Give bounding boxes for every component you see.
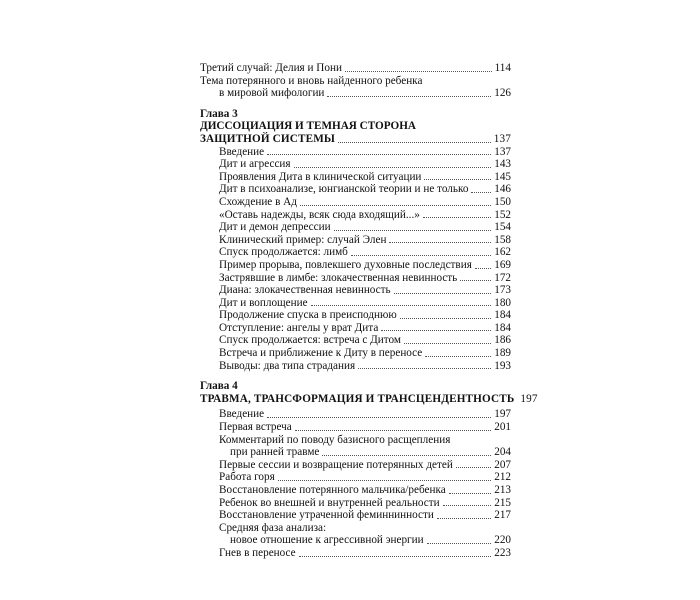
dot-leader bbox=[424, 171, 491, 180]
toc-entry-page: 169 bbox=[494, 258, 511, 271]
toc-entry bbox=[200, 297, 511, 310]
toc-entry-title: Пример прорыва, повлекшего духовные последствия bbox=[219, 258, 472, 271]
toc-entry bbox=[200, 334, 511, 347]
toc-entry-title: Комментарий по поводу базисного расщепления bbox=[219, 433, 451, 446]
dot-leader bbox=[267, 409, 491, 418]
toc-entry-page: 172 bbox=[494, 271, 511, 284]
toc-entry-page: 215 bbox=[494, 496, 511, 509]
toc-entry bbox=[200, 146, 511, 159]
toc-entry-page: 152 bbox=[494, 208, 511, 221]
dot-leader bbox=[267, 146, 491, 155]
dot-leader bbox=[299, 548, 492, 557]
dot-leader bbox=[334, 222, 492, 231]
toc-entry-title: Средняя фаза анализа: bbox=[219, 521, 327, 534]
chapter-entries bbox=[200, 146, 511, 373]
chapter-title: ДИССОЦИАЦИЯ И ТЕМНАЯ СТОРОНА bbox=[200, 120, 417, 133]
toc-entry-title: Спуск продолжается: встреча с Дитом bbox=[219, 334, 401, 347]
toc-entry-page: 173 bbox=[494, 284, 511, 297]
dot-leader bbox=[449, 485, 492, 494]
toc-entry-continuation bbox=[200, 87, 511, 100]
toc-entry-page: 213 bbox=[494, 484, 511, 496]
toc-entry-title: Дит и демон депрессии bbox=[219, 221, 331, 234]
toc-entry bbox=[200, 209, 511, 222]
toc-entry-title: «Оставь надежды, всяк сюда входящий...» bbox=[219, 208, 420, 221]
toc-entry-page: 204 bbox=[494, 446, 511, 459]
dot-leader bbox=[443, 497, 492, 506]
toc-entry-title: Встреча и приближение к Диту в переносе bbox=[219, 347, 423, 360]
dot-leader bbox=[394, 285, 492, 294]
toc-entry bbox=[200, 284, 511, 297]
toc-entry-page: 207 bbox=[494, 458, 511, 471]
toc-entry-page: 146 bbox=[494, 183, 511, 196]
toc-entry-title: Отступление: ангелы у врат Дита bbox=[219, 321, 379, 334]
toc-entry bbox=[200, 347, 511, 360]
toc-entry-title: Ребенок во внешней и внутренней реальности bbox=[219, 496, 440, 509]
toc-entry-title-cont: в мировой мифологии bbox=[219, 87, 325, 100]
toc-entry bbox=[200, 484, 511, 497]
toc-entry bbox=[200, 246, 511, 259]
toc-entry-title: Проявления Дита в клинической ситуации bbox=[219, 170, 422, 183]
toc-entry bbox=[200, 196, 511, 209]
toc-entry-title: Восстановление потерянного мальчика/ребенка bbox=[219, 484, 446, 496]
toc-entry-page: 220 bbox=[494, 534, 511, 547]
toc-entry bbox=[200, 62, 511, 75]
table-of-contents bbox=[200, 62, 538, 560]
toc-entry-title: Диана: злокачественная невинность bbox=[219, 284, 391, 297]
toc-entry-title-cont: при ранней травме bbox=[230, 446, 320, 459]
toc-entry-title: Тема потерянного и вновь найденного ребенка bbox=[200, 74, 423, 87]
dot-leader bbox=[423, 209, 491, 218]
chapter-title-line bbox=[200, 133, 511, 146]
toc-entry-page: 143 bbox=[494, 158, 511, 171]
dot-leader bbox=[338, 134, 491, 143]
toc-entry-page: 186 bbox=[494, 334, 511, 347]
dot-leader bbox=[425, 348, 491, 357]
dot-leader bbox=[381, 322, 491, 331]
toc-entry bbox=[200, 421, 511, 434]
toc-entry-page: 201 bbox=[494, 421, 511, 434]
toc-entry-page: 217 bbox=[494, 509, 511, 522]
toc-entry-title: Восстановление утраченной феминнинности bbox=[219, 509, 434, 522]
toc-entry bbox=[200, 183, 511, 196]
toc-entry-title: Первая встреча bbox=[219, 421, 292, 434]
toc-entry-page: 162 bbox=[494, 246, 511, 259]
toc-entry-title: Клинический пример: случай Элен bbox=[219, 233, 387, 246]
toc-entry-page: 212 bbox=[494, 471, 511, 484]
toc-entry bbox=[200, 75, 511, 88]
toc-entry-title: Работа горя bbox=[219, 471, 275, 484]
dot-leader bbox=[475, 260, 491, 269]
toc-entry-title: Первые сессии и возвращение потерянных детей bbox=[219, 458, 453, 471]
toc-entry-title: Введение bbox=[219, 145, 265, 158]
toc-entry bbox=[200, 497, 511, 510]
toc-entry-title: Третий случай: Делия и Пони bbox=[200, 62, 342, 74]
dot-leader bbox=[427, 535, 492, 544]
toc-entry bbox=[200, 522, 511, 535]
toc-entry bbox=[200, 171, 511, 184]
toc-entry-page: 114 bbox=[494, 62, 511, 74]
toc-entry bbox=[200, 259, 511, 272]
toc-entry-page: 154 bbox=[494, 221, 511, 234]
dot-leader bbox=[345, 63, 492, 72]
dot-leader bbox=[294, 159, 492, 168]
toc-entry bbox=[200, 509, 511, 522]
toc-entry-page: 223 bbox=[494, 546, 511, 559]
toc-entry bbox=[200, 322, 511, 335]
dot-leader bbox=[437, 510, 491, 519]
toc-entry-continuation bbox=[200, 446, 511, 459]
toc-entry-title-cont: новое отношение к агрессивной энергии bbox=[230, 534, 424, 547]
chapter-entries bbox=[200, 408, 511, 559]
toc-entry-title: Застрявшие в лимбе: злокачественная невинность bbox=[219, 271, 458, 284]
toc-entry-title: Гнев в переносе bbox=[219, 546, 296, 559]
toc-entry-continuation bbox=[200, 534, 511, 547]
toc-entry-page: 126 bbox=[494, 87, 511, 100]
dot-leader bbox=[456, 459, 491, 468]
toc-entry bbox=[200, 360, 511, 373]
toc-entry-title: Введение bbox=[219, 408, 265, 421]
chapter-number: Глава 4 bbox=[200, 380, 238, 393]
toc-entry-title: Спуск продолжается: лимб bbox=[219, 246, 348, 259]
dot-leader bbox=[389, 234, 491, 243]
toc-entry-title: Дит и агрессия bbox=[219, 158, 291, 171]
toc-entry-title: Схождение в Ад bbox=[219, 195, 297, 208]
dot-leader bbox=[400, 310, 491, 319]
dot-leader bbox=[311, 297, 492, 306]
toc-entry-page: 180 bbox=[494, 296, 511, 309]
dot-leader bbox=[460, 272, 491, 281]
dot-leader bbox=[404, 335, 491, 344]
toc-entry-page: 150 bbox=[494, 195, 511, 208]
dot-leader bbox=[327, 88, 491, 97]
toc-entry-title: Продолжение спуска в преисподнюю bbox=[219, 309, 397, 322]
dot-leader bbox=[278, 472, 491, 481]
toc-entry bbox=[200, 459, 511, 472]
dot-leader bbox=[295, 422, 491, 431]
toc-entry bbox=[200, 234, 511, 247]
toc-entry bbox=[200, 408, 511, 421]
toc-entry-page: 197 bbox=[494, 408, 511, 421]
chapter-title-line bbox=[200, 392, 538, 406]
chapter-page: 137 bbox=[493, 132, 511, 145]
toc-entry-page: 184 bbox=[494, 321, 511, 334]
toc-entry bbox=[200, 221, 511, 234]
toc-entry-page: 158 bbox=[494, 233, 511, 246]
chapter-number: Глава 3 bbox=[200, 107, 238, 120]
toc-entry-page: 184 bbox=[494, 309, 511, 322]
toc-entry-page: 145 bbox=[494, 170, 511, 183]
toc-entry bbox=[200, 547, 511, 560]
dot-leader bbox=[322, 447, 491, 456]
toc-entry bbox=[200, 471, 511, 484]
toc-entry-title: Дит и воплощение bbox=[219, 296, 308, 309]
toc-entry-page: 193 bbox=[494, 359, 511, 372]
dot-leader bbox=[351, 247, 491, 256]
toc-entry bbox=[200, 309, 511, 322]
chapter-page: 197 bbox=[520, 392, 538, 405]
dot-leader bbox=[358, 360, 491, 369]
dot-leader bbox=[471, 184, 491, 193]
toc-entry-title: Дит в психоанализе, юнгианской теории и не только bbox=[219, 183, 469, 196]
chapter-title-cont: ЗАЩИТНОЙ СИСТЕМЫ bbox=[200, 132, 336, 145]
toc-entry-title: Выводы: два типа страдания bbox=[219, 359, 356, 372]
toc-entry-page: 137 bbox=[494, 145, 511, 158]
dot-leader bbox=[300, 197, 491, 206]
toc-entry bbox=[200, 434, 511, 447]
toc-entry-page: 189 bbox=[494, 347, 511, 360]
toc-entry bbox=[200, 272, 511, 285]
toc-entry bbox=[200, 158, 511, 171]
chapter-title: ТРАВМА, ТРАНСФОРМАЦИЯ И ТРАНСЦЕНДЕНТНОСТЬ bbox=[200, 392, 515, 405]
